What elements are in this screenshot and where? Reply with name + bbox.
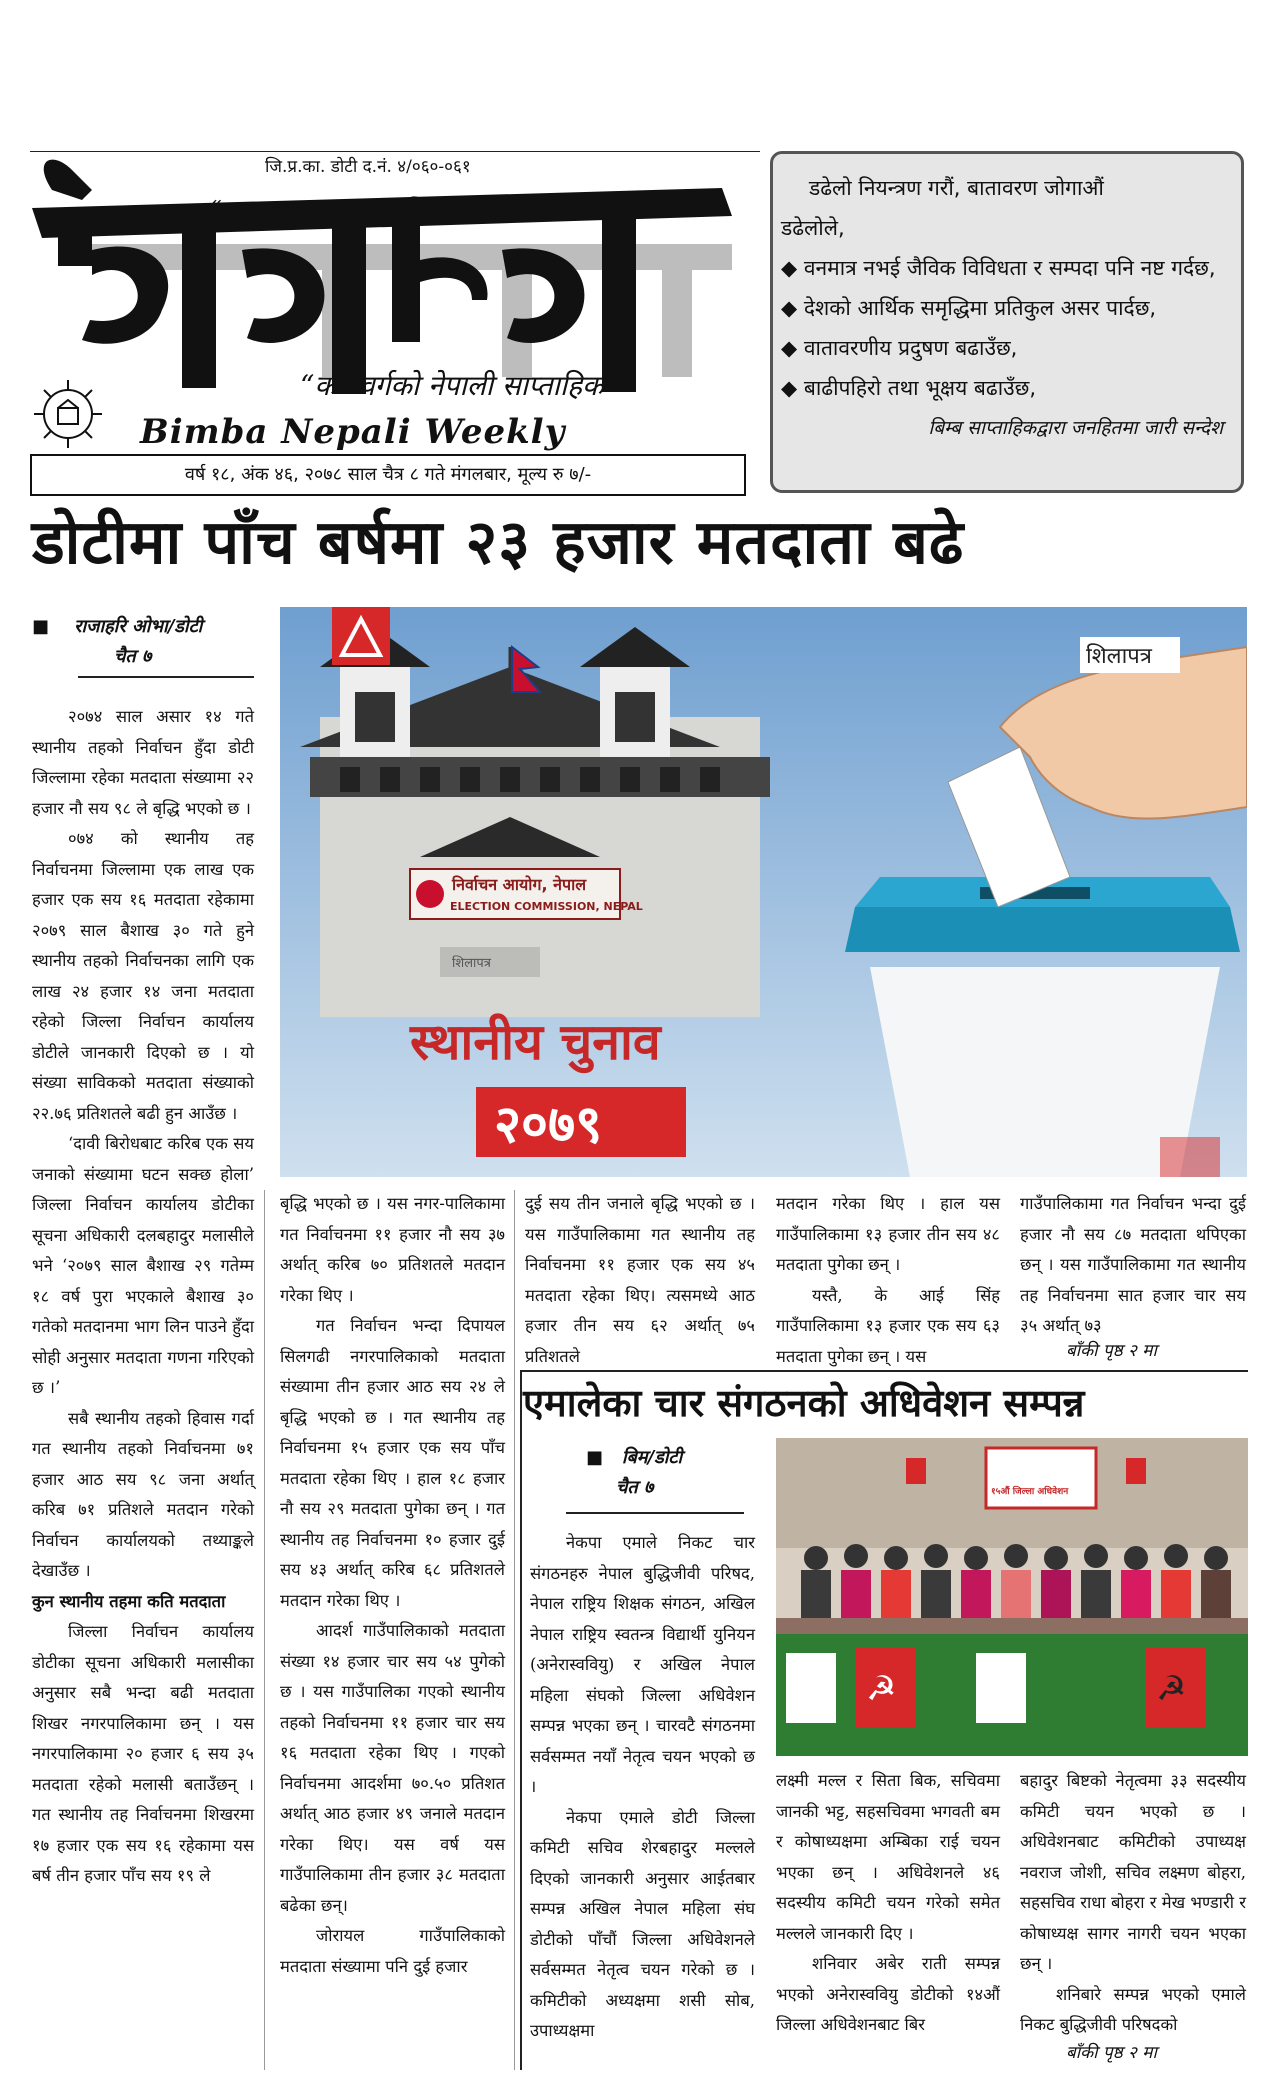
emblem-icon [32,378,104,450]
story2-headline: एमालेका चार संगठनको अधिवेशन सम्पन्न [523,1381,1085,1425]
registration-number: जि.प्र.का. डोटी द.नं. ४/०६०-०६१ [265,157,471,177]
paragraph: नेकपा एमाले डोटी जिल्ला कमिटी सचिव शेरबहादुर मल्लले दिएको जानकारी अनुसार आईतबार सम्पन्न अखिल नेपाल महिला संघ डोटीको पाँचौं जिल्ला अधिवेशनले सर्वसम्मत नेतृत्व चयन गरेको छ । कमिटीको अध्यक्षमा शसी सोब, उपाध्यक्षमा [530,1807,755,2040]
story1-column-3 [525,1189,755,1372]
convention-photo [776,1438,1248,1756]
column-divider [264,1190,265,2070]
masthead-tagline: “सत्य-तथ्य घटना, सन्तुलित समाचार” [210,197,521,223]
paragraph: बहादुर बिष्टको नेतृत्वमा ३३ सदस्यीय कमिटी चयन भएको छ । अधिवेशनबाट कमिटीको उपाध्यक्ष नवराज जोशी, सचिव लक्ष्मण बोहरा, सहसचिव राधा बोहरा र मेख भण्डारी र कोषाध्यक्ष सागर नागरी चयन भएका छन् । [1020,1771,1246,1973]
paragraph: गत निर्वाचन भन्दा दिपायल सिलगढी नगरपालिकाको मतदाता संख्यामा तीन हजार आठ सय २४ ले बृद्धि भएको छ । गत स्थानीय तह निर्वाचनमा १५ हजार एक सय पाँच मतदाता रहेका थिए । हाल १८ हजार नौ सय २९ मतदाता पुगेका छन् । गत स्थानीय तह निर्वाचनमा १० हजार दुई सय ४३ अर्थात् करिब ६८ प्रतिशतले मतदान गरेका थिए । [280,1316,505,1610]
story1-column-5 [1020,1189,1246,1342]
notice-box [770,151,1244,493]
notice-heading: डढेलो नियन्त्रण गरौं, बातावरण जोगाऔं [809,176,1104,200]
paragraph: लक्ष्मी मल्ल र सिता बिक, सचिवमा जानकी भट्ट, सहसचिवमा भगवती बम र कोषाध्यक्षमा अम्बिका राई चयन भएका छन् । अधिवेशनले ४६ सदस्यीय कमिटी चयन गरेको समेत मल्लले जानकारी दिए । [776,1771,1000,1943]
byline-name: बिम/डोटी [621,1447,683,1468]
notice-point-text: वातावरणीय प्रदुषण बढाउँछ, [803,336,1018,360]
paragraph: २०७४ साल असार १४ गते स्थानीय तहको निर्वाचन हुँदा डोटी जिल्लामा रहेका मतदाता संख्यामा २२ हजार नौ सय ९८ ले बृद्धि भएको छ । [32,707,254,818]
diamond-bullet-icon: ◆ [781,296,804,320]
notice-point [781,328,1231,368]
story1-column-2 [280,1189,505,1982]
photo-caption-line1: स्थानीय चुनाव [410,1013,661,1071]
paragraph: जिल्ला निर्वाचन कार्यालय डोटीका सूचना अधिकारी मलासीका अनुसार सबै भन्दा बढी मतदाता शिखर नगरपालिकामा छन् । यस नगरपालिकामा २० हजार ६ सय ३५ मतदाता रहेको मलासी बताउँछन् । गत स्थानीय तह निर्वाचनमा शिखरमा १७ हजार एक सय १६ रहेकामा यस बर्ष तीन हजार पाँच सय १९ ले [32,1622,254,1885]
diamond-bullet-icon: ◆ [781,256,804,280]
byline-rule [566,1512,744,1514]
byline-name: राजाहरि ओभा/डोटी [74,616,203,637]
notice-point-text: देशको आर्थिक समृद्धिमा प्रतिकुल असर पार्दछ, [803,296,1157,320]
column-divider [514,1190,515,2070]
paragraph: ‘दावी बिरोधबाट करिब एक सय जनाको संख्यामा घटन सक्छ होला’ जिल्ला निर्वाचन कार्यालय डोटीका सूचना अधिकारी दलबहादुर मलासीले भने ‘२०७९ साल बैशाख २९ गतेम्म १८ वर्ष पुरा भएकाले बैशाख ३० गतेको मतदानमा भाग लिन पाउने हुँदा सोही अनुसार मतदाता गणना गरिएको छ ।’ [32,1134,254,1397]
photo-banner-text: १५औं जिल्ला अधिवेशन [991,1487,1069,1497]
building-sign-np: निर्वाचन आयोग, नेपाल [452,875,587,894]
svg-text:☭: ☭ [866,1669,897,1709]
building-plaque: शिलापत्र [452,956,491,971]
paragraph: नेकपा एमाले निकट चार संगठनहरु नेपाल बुद्धिजीवी परिषद, नेपाल राष्ट्रिय शिक्षक संगठन, अखिल नेपाल राष्ट्रिय स्वतन्त्र विद्यार्थी युनियन (अनेरास्ववियु) र अखिल नेपाल महिला संघको जिल्ला अधिवेशन सम्पन्न भएका छन् । चारवटै संगठनमा सर्वसम्मत नयाँ नेतृत्व चयन भएको छ । [530,1533,755,1796]
paragraph: शनिवार अबेर राती सम्पन्न भएको अनेरास्ववियु डोटीको १४औं जिल्ला अधिवेशनबाट बिर [776,1954,1000,2034]
masthead-subtitle: “क” वर्गको नेपाली साप्ताहिक [300,369,604,402]
subheading: कुन स्थानीय तहमा कति मतदाता [32,1591,226,1611]
masthead-english-title: Bimba Nepali Weekly [140,412,566,452]
byline-name-row [32,612,254,642]
paragraph: यस्तै, के आई सिंह गाउँपालिकामा १३ हजार एक सय ६३ मतदाता पुगेका छन् । यस [776,1285,1000,1366]
story2-column-2 [776,1766,1000,2041]
paragraph: ०७४ को स्थानीय तह निर्वाचनमा जिल्लामा एक लाख एक हजार एक सय १६ मतदाता रहेकामा २०७९ साल बैशाख ३० गते हुने स्थानीय तहको निर्वाचनका लागि एक लाख २४ हजार १४ जना मतदाता रहेको जिल्ला निर्वाचन कार्यालय डोटीले जानकारी दिएको छ । यो संख्या साविकको मतदाता संख्याको २२.७६ प्रतिशतले बढी हुन आउँछ । [32,829,254,1123]
diamond-bullet-icon: ◆ [781,336,804,360]
paragraph: बृद्धि भएको छ । यस नगर-पालिकामा गत निर्वाचनमा ११ हजार नौ सय ३७ अर्थात् करिब ७० प्रतिशतले मतदान गरेका थिए । [280,1194,505,1305]
story1-column-4 [776,1189,1000,1372]
byline-date: चैत ७ [114,646,152,667]
paragraph: दुई सय तीन जनाले बृद्धि भएको छ । यस गाउँपालिकामा गत स्थानीय तह निर्वाचनमा ११ हजार एक सय ४५ मतदाता रहेका थिए। त्यसमध्ये आठ हजार तीन सय ६२ अर्थात् ७५ प्रतिशतले [525,1194,755,1366]
paragraph: आदर्श गाउँपालिकाको मतदाता संख्या १४ हजार चार सय ५४ पुगेको छ । यस गाउँपालिका गएको स्थानीय तहको निर्वाचनमा ११ हजार चार सय १६ मतदाता रहेका थिए । गएको निर्वाचनमा आदर्शमा ७०.५० प्रतिशत अर्थात् आठ हजार ४९ जनाले मतदान गरेका थिए। यस वर्ष यस गाउँपालिकामा तीन हजार ३८ मतदाता बढेका छन्। [280,1621,505,1915]
main-headline: डोटीमा पाँच बर्षमा २३ हजार मतदाता बढे [32,507,965,578]
notice-point [781,368,1231,408]
svg-text:☭: ☭ [1156,1669,1187,1709]
story1-continued: बाँकी पृष्ठ २ मा [1066,1341,1157,1361]
paragraph: जोरायल गाउँपालिकाको मतदाता संख्यामा पनि दुई हजार [280,1926,505,1976]
election-photo [280,607,1247,1177]
story2-side-rule [520,1370,522,2070]
story1-column-1 [32,702,254,1892]
square-bullet-icon: ■ [32,616,75,637]
byline-name-row [586,1443,736,1473]
notice-point-text: बाढीपहिरो तथा भूक्षय बढाउँछ, [803,376,1037,400]
story1-byline [32,612,254,672]
story2-continued: बाँकी पृष्ठ २ मा [1066,2043,1157,2063]
story2-column-3 [1020,1766,1246,2041]
issue-line: वर्ष १८, अंक ४६, २०७८ साल चैत्र ८ गते मंगलबार, मूल्य रु ७/- [30,454,746,496]
photo-caption-line2: २०७९ [494,1095,603,1155]
story2-top-rule [520,1370,1248,1372]
building-sign-en: ELECTION COMMISSION, NEPAL [450,900,643,913]
square-bullet-icon: ■ [586,1447,622,1468]
diamond-bullet-icon: ◆ [781,376,804,400]
notice-signature: बिम्ब साप्ताहिकद्वारा जनहितमा जारी सन्देश [928,417,1223,439]
byline-rule [78,676,254,678]
story2-byline [586,1443,736,1503]
byline-date: चैत ७ [616,1477,654,1498]
paragraph: सबै स्थानीय तहको हिवास गर्दा गत स्थानीय तहको निर्वाचनमा ७१ हजार आठ सय ९८ जना अर्थात् करिब ७१ प्रतिशले मतदान गरेको निर्वाचन कार्यालयको तथ्याङ्कले देखाउँछ । [32,1408,254,1580]
paragraph: मतदान गरेका थिए । हाल यस गाउँपालिकामा १३ हजार तीन सय ४८ मतदाता पुगेका छन् । [776,1194,1000,1274]
paragraph: गाउँपालिकामा गत निर्वाचन भन्दा दुई हजार नौ सय ८७ मतदाता थपिएका छन् । यस गाउँपालिकामा गत स्थानीय तह निर्वाचनमा सात हजार चार सय ३५ अर्थात् ७३ [1020,1194,1246,1335]
notice-point [781,248,1231,288]
notice-point [781,288,1231,328]
notice-point-text: वनमात्र नभई जैविक विविधता र सम्पदा पनि नष्ट गर्दछ, [803,256,1216,280]
story2-column-1 [530,1528,755,2047]
notice-intro: डढेलोले, [781,216,845,240]
photo-sign-text: शिलापत्र [1086,644,1152,669]
paragraph: शनिबारे सम्पन्न भएको एमाले निकट बुद्धिजीवी परिषदको [1020,1984,1246,2034]
